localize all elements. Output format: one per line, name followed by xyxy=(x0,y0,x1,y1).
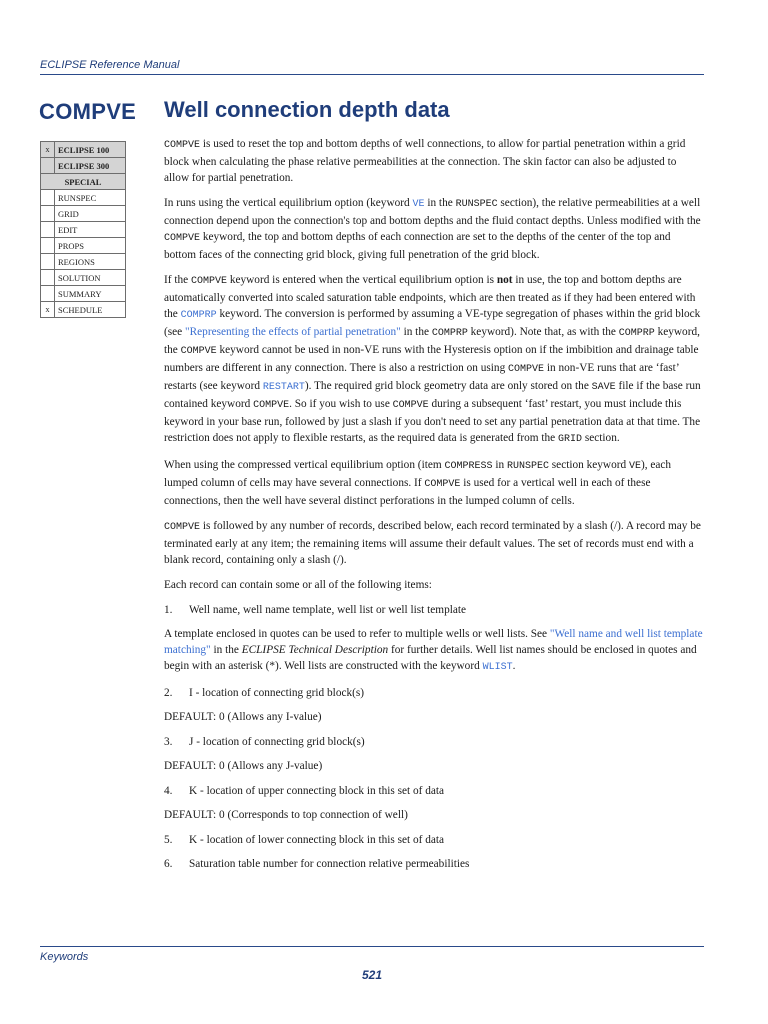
section-label: ECLIPSE 100 xyxy=(55,142,126,158)
item-text: K - location of upper connecting block in this set of data xyxy=(189,785,445,797)
item-default: DEFAULT: 0 (Allows any J-value) xyxy=(164,760,323,772)
list-item xyxy=(164,734,704,750)
text: during a subsequent ‘fast’ restart, you must include this keyword in your base run, followed by just a slash if you don't need to set any partial penetration data at that time. The restriction does not apply to flexible restarts, as the required data is generated from the xyxy=(164,398,701,444)
paragraph-ve xyxy=(164,195,704,263)
section-label: ECLIPSE 300 xyxy=(55,158,126,174)
table-row xyxy=(41,270,126,286)
section-mark xyxy=(41,238,55,254)
paragraph-intro xyxy=(164,136,704,186)
text: in non-VE runs that are ‘fast’ restarts (see keyword xyxy=(164,362,679,392)
list-item xyxy=(164,685,704,701)
text: in the xyxy=(424,197,456,209)
item-text: I - location of connecting grid block(s) xyxy=(189,687,365,699)
paragraph-non-ve xyxy=(164,272,704,448)
text: When using the compressed vertical equilibrium option (item xyxy=(164,459,445,471)
section-label: RUNSPEC xyxy=(55,190,126,206)
text: keyword is entered when the vertical equilibrium option is xyxy=(227,274,497,286)
item-number: 1. xyxy=(164,604,173,616)
table-row xyxy=(41,238,126,254)
text: file if the base run contained keyword xyxy=(164,380,701,410)
link-template-matching[interactable]: "Well name and well list template matching" xyxy=(164,628,703,656)
link-comprp[interactable]: COMPRP xyxy=(180,310,217,321)
text: A template enclosed in quotes can be used to refer to multiple wells or well lists. See xyxy=(164,628,550,640)
item-note xyxy=(164,626,704,676)
text: . So if you wish to use xyxy=(289,398,393,410)
list-item xyxy=(164,602,704,618)
section-mark xyxy=(41,254,55,270)
section-label: EDIT xyxy=(55,222,126,238)
code-term: COMPVE xyxy=(180,346,217,357)
section-label: REGIONS xyxy=(55,254,126,270)
text: keyword cannot be used in non-VE runs with the Hysteresis option on if the imbibition and drainage table numbers are different in any connection. There is also a restriction on using xyxy=(164,344,699,374)
link-partial-penetration[interactable]: "Representing the effects of partial penetration" xyxy=(185,326,401,338)
text: in use, the top and bottom depths are automatically converted into scaled saturation table endpoints, which are then treated as if they had been entered with the xyxy=(164,274,696,320)
section-mark xyxy=(41,158,55,174)
code-term: COMPVE xyxy=(164,522,201,533)
code-term: SAVE xyxy=(591,382,616,393)
section-mark: x xyxy=(41,302,55,318)
text: keyword. The conversion is performed by assuming a VE-type segregation of phases within the grid block (see xyxy=(164,308,701,338)
list-item xyxy=(164,832,704,848)
list-item xyxy=(164,856,704,872)
text: section), the relative permeabilities at a well connection depend upon the connection's top and bottom depths and the fluid contact depths. Unless modified with the xyxy=(164,197,701,227)
page-title: Well connection depth data xyxy=(164,97,450,122)
section-mark xyxy=(41,190,55,206)
text: . xyxy=(512,660,516,672)
section-mark xyxy=(41,206,55,222)
table-row xyxy=(41,254,126,270)
link-wlist[interactable]: WLIST xyxy=(482,662,513,673)
paragraph-records xyxy=(164,518,704,568)
table-row xyxy=(41,174,126,190)
code-term: VE xyxy=(628,461,641,472)
italic-title: ECLIPSE Technical Description xyxy=(241,644,389,656)
table-row xyxy=(41,206,126,222)
section-mark xyxy=(41,286,55,302)
code-term: COMPVE xyxy=(190,276,227,287)
text: In runs using the vertical equilibrium option (keyword xyxy=(164,197,413,209)
text: If the xyxy=(164,274,191,286)
link-ve[interactable]: VE xyxy=(412,199,425,210)
item-text: J - location of connecting grid block(s) xyxy=(189,736,365,748)
item-text: Well name, well name template, well list or well list template xyxy=(189,604,467,616)
footer-label: Keywords xyxy=(40,951,89,963)
text: keyword, the xyxy=(164,326,700,356)
section-label: SCHEDULE xyxy=(55,302,126,318)
text: ), each lumped column of cells may have several connections. If xyxy=(164,459,672,489)
table-row xyxy=(41,142,126,158)
section-mark: x xyxy=(41,142,55,158)
code-term: RUNSPEC xyxy=(506,461,549,472)
text: keyword, the top and bottom depths of each connection are set to the depths of the center of the top and bottom faces of the connecting grid block, giving full penetration of the grid block. xyxy=(164,231,671,261)
code-term: RUNSPEC xyxy=(455,199,498,210)
table-row xyxy=(41,158,126,174)
table-row xyxy=(41,190,126,206)
section-mark xyxy=(41,270,55,286)
item-number: 5. xyxy=(164,834,173,846)
text: for further details. Well list names should be enclosed in quotes and begin with an asterisk (*). Well lists are constructed with the keyword xyxy=(164,644,697,672)
text: in the xyxy=(210,644,242,656)
code-term: COMPRP xyxy=(618,328,655,339)
text: section keyword xyxy=(548,459,629,471)
footer-rule xyxy=(40,946,704,947)
item-number: 4. xyxy=(164,785,173,797)
text: in the xyxy=(400,326,432,338)
section-label: SUMMARY xyxy=(55,286,126,302)
code-term: COMPRP xyxy=(431,328,468,339)
item-number: 3. xyxy=(164,736,173,748)
text: is used for a vertical well in each of these connections, then the well have several distinct perforations in the lumped column of cells. xyxy=(164,477,651,507)
text: ). The required grid block geometry data are only stored on the xyxy=(304,380,592,392)
section-label: SPECIAL xyxy=(41,174,126,190)
table-row xyxy=(41,222,126,238)
code-term: COMPVE xyxy=(508,364,545,375)
section-applicability-table xyxy=(40,141,126,318)
section-label: GRID xyxy=(55,206,126,222)
link-restart[interactable]: RESTART xyxy=(262,382,305,393)
item-default: DEFAULT: 0 (Corresponds to top connection of well) xyxy=(164,809,408,821)
text: keyword). Note that, as with the xyxy=(467,326,619,338)
code-term: COMPVE xyxy=(392,400,429,411)
text: is used to reset the top and bottom depths of well connections, to allow for partial penetration within a grid block when calculating the phase relative permeabilities at the connection. The skin factor can also be adjusted to allow for partial penetration. xyxy=(164,138,686,184)
item-text: K - location of lower connecting block in this set of data xyxy=(189,834,445,846)
code-term: GRID xyxy=(558,434,583,445)
emphasis: not xyxy=(496,274,513,286)
body-content xyxy=(164,136,704,880)
section-mark xyxy=(41,222,55,238)
item-default: DEFAULT: 0 (Allows any I-value) xyxy=(164,711,322,723)
table-row xyxy=(41,302,126,318)
list-item xyxy=(164,783,704,799)
paragraph-compressed-ve xyxy=(164,457,704,509)
code-term: COMPRESS xyxy=(444,461,493,472)
code-term: COMPVE xyxy=(253,400,290,411)
code-term: COMPVE xyxy=(424,479,461,490)
section-label: SOLUTION xyxy=(55,270,126,286)
page-number: 521 xyxy=(361,968,383,982)
item-text: Saturation table number for connection relative permeabilities xyxy=(189,858,470,870)
table-row xyxy=(41,286,126,302)
item-number: 2. xyxy=(164,687,173,699)
manual-title: ECLIPSE Reference Manual xyxy=(40,59,180,71)
text: in xyxy=(492,459,507,471)
section-label: PROPS xyxy=(55,238,126,254)
header-rule xyxy=(40,74,704,75)
keyword-name: COMPVE xyxy=(39,99,137,124)
paragraph-items-intro: Each record can contain some or all of the following items: xyxy=(164,579,432,591)
code-term: COMPVE xyxy=(164,140,201,151)
text: is followed by any number of records, described below, each record terminated by a slash (/). A record may be terminated early at any item; the remaining items will assume their default values. The set of records must end with a blank record, containing only a slash (/). xyxy=(164,520,701,566)
code-term: COMPVE xyxy=(164,233,201,244)
text: section. xyxy=(582,432,620,444)
item-number: 6. xyxy=(164,858,173,870)
